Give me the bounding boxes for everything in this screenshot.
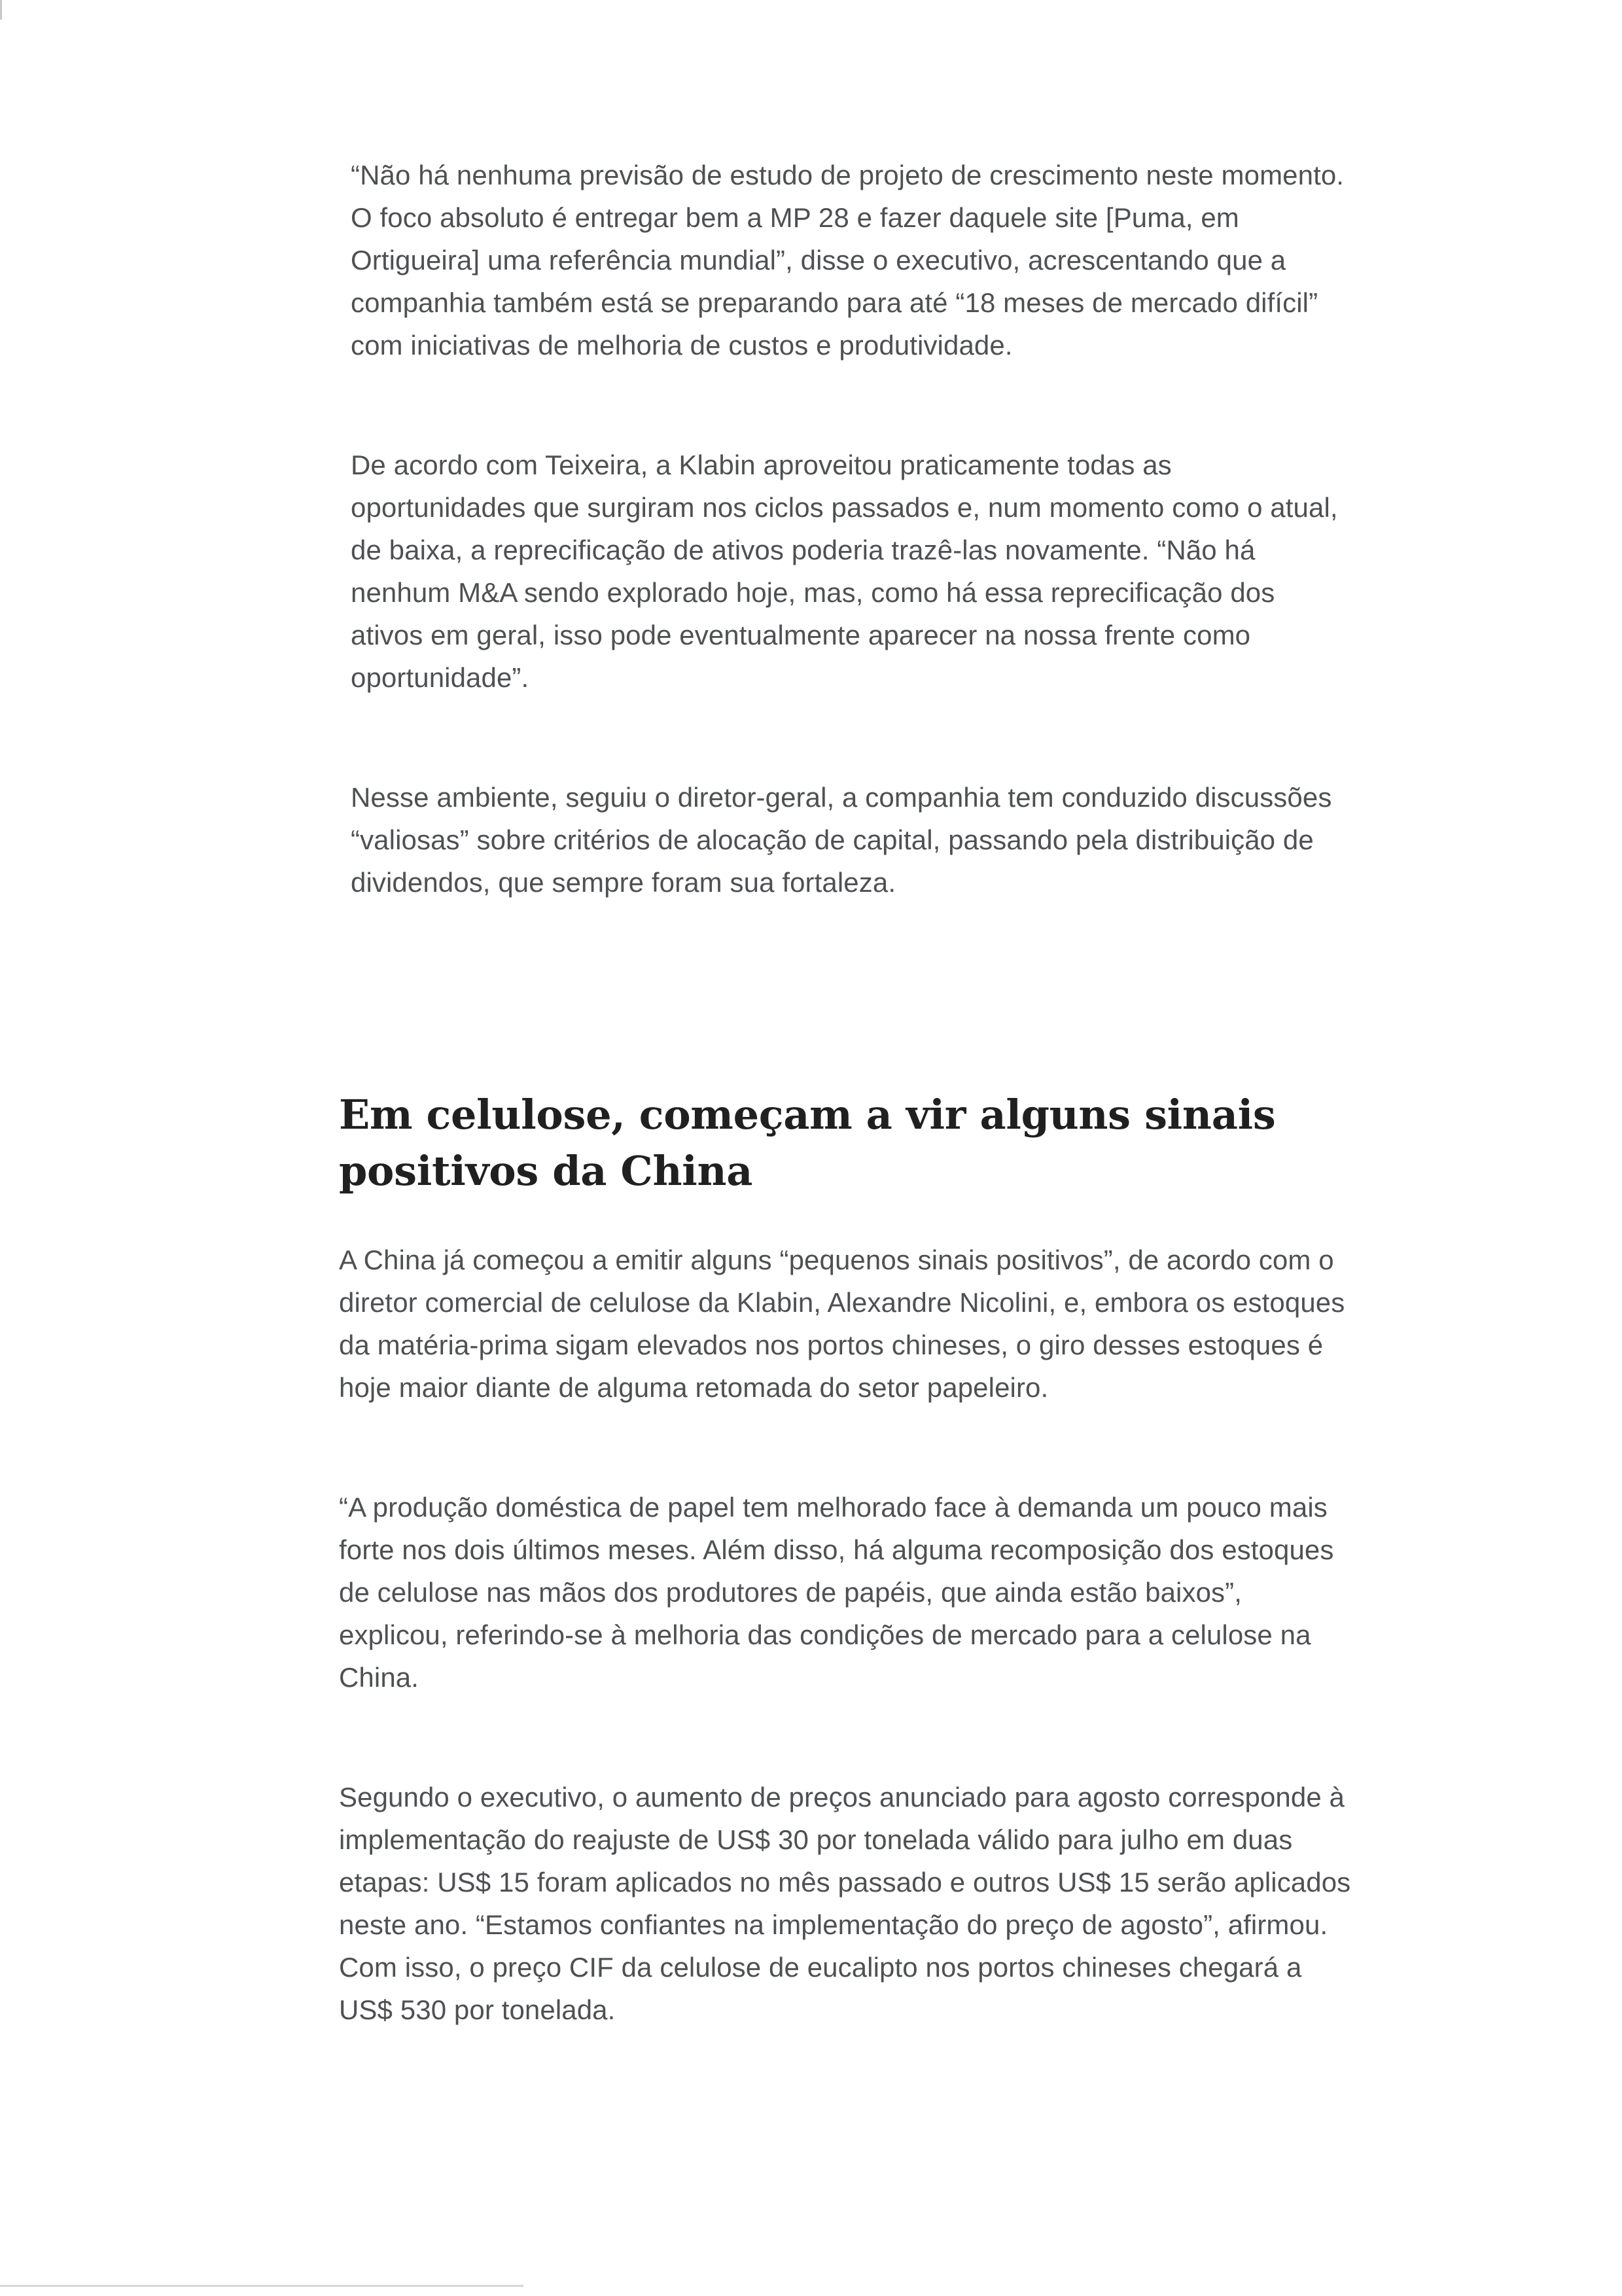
article-paragraph: “Não há nenhuma previsão de estudo de projeto de crescimento neste momento. O foco absoluto é entregar bem a MP 28 e fazer daquele site [Puma, em Ortigueira] uma referência mundial”, disse o executivo, acrescentando que a companhia também está se preparando para até “18 meses de mercado difícil” com iniciativas de melhoria de custos e produtividade. xyxy=(351,160,1345,361)
article-paragraph: “A produção doméstica de papel tem melhorado face à demanda um pouco mais forte nos dois últimos meses. Além disso, há alguma recomposição dos estoques de celulose nas mãos dos produtores de papéis, que ainda estão baixos”, explicou, referindo-se à melhoria das condições de mercado para a celulose na China. xyxy=(339,1492,1334,1693)
bottom-divider xyxy=(0,2285,523,2287)
article-paragraph: Segundo o executivo, o aumento de preços anunciado para agosto corresponde à implementação do reajuste de US$ 30 por tonelada válido para julho em duas etapas: US$ 15 foram aplicados no mês passado e outros US$ 15 serão aplicados neste ano. “Estamos confiantes na implementação do preço de agosto”, afirmou. Com isso, o preço CIF da celulose de eucalipto nos portos chineses chegará a US$ 530 por tonelada. xyxy=(339,1782,1351,2025)
article-content xyxy=(339,154,1352,2031)
article-paragraph: A China já começou a emitir alguns “pequenos sinais positivos”, de acordo com o diretor comercial de celulose da Klabin, Alexandre Nicolini, e, embora os estoques da matéria-prima sigam elevados nos portos chineses, o giro desses estoques é hoje maior diante de alguma retomada do setor papeleiro. xyxy=(339,1245,1345,1403)
section-heading: Em celulose, começam a vir alguns sinais positivos da China xyxy=(339,1091,1276,1195)
article-section-top xyxy=(339,154,1352,904)
article-paragraph: Nesse ambiente, seguiu o diretor-geral, a companhia tem conduzido discussões “valiosas” sobre critérios de alocação de capital, passando pela distribuição de dividendos, que sempre foram sua fortaleza. xyxy=(351,782,1332,898)
article-paragraph: De acordo com Teixeira, a Klabin aproveitou praticamente todas as oportunidades que surgiram nos ciclos passados e, num momento como o atual, de baixa, a reprecificação de ativos poderia trazê-las novamente. “Não há nenhum M&A sendo explorado hoje, mas, como há essa reprecificação dos ativos em geral, isso pode eventualmente aparecer na nossa frente como oportunidade”. xyxy=(351,450,1338,693)
page-edge-artifact xyxy=(0,0,2,20)
article-section-celulose xyxy=(339,1087,1352,2031)
